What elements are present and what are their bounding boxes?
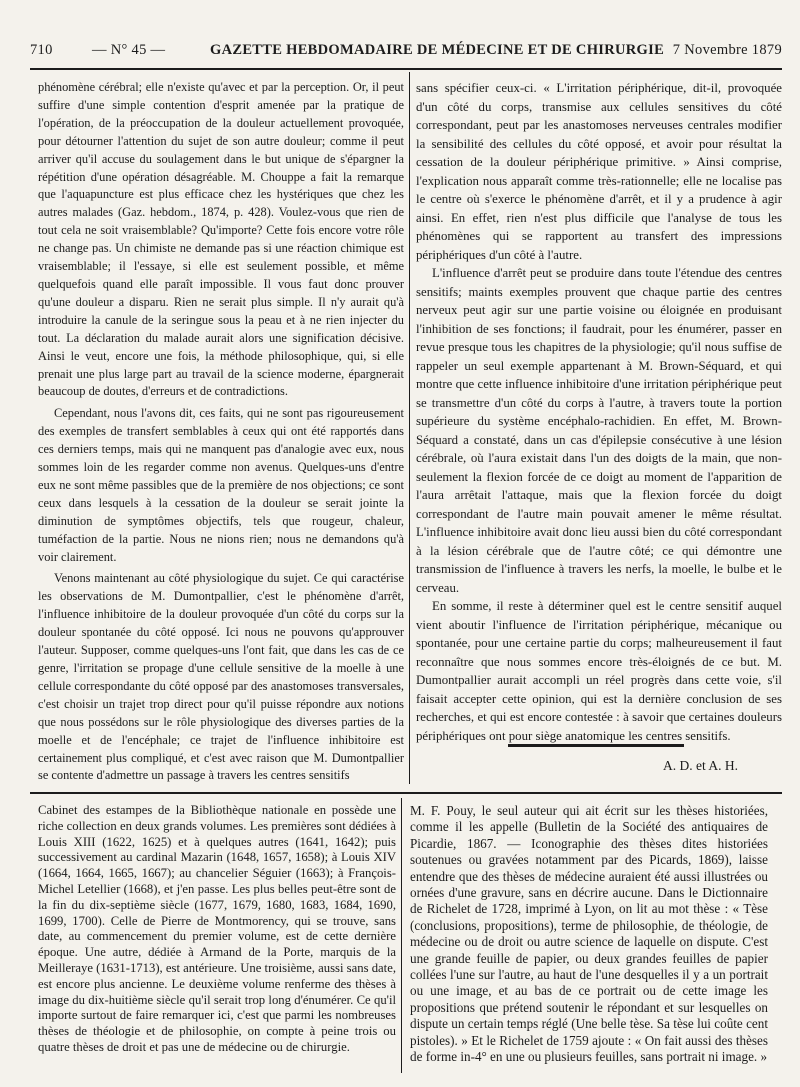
feuilleton-paragraph: Cabinet des estampes de la Bibliothèque nationale en possède une riche collection en deux grands volumes. Les premières sont dédiées à Louis XIII (1622, 1625) et à quelques autres (1641, 1642); puis successivement au cardinal Mazarin (1648, 1657, 1658); à Louis XIV (1664, 1664, 1665, 1667); au chancelier Séguier (1663); à François-Michel Letellier (1668), et j'en passe. Les plus belles peut-être sont de la fin du dix-septième siècle (1677, 1679, 1680, 1683, 1684, 1690, 1699, 1700). Celle de Pierre de Montmorency, qui se trouve, sans date, au commencement du premier volume, est de cette dernière époque. Une autre, dédiée à Armand de la Porte, marquis de la Meilleraye (1631-1713), est antérieure. Une troisième, aussi sans date, est encore plus ancienne. Le deuxième volume renferme des thèses à image du dix-huitième siècle qu'il serait trop long d'énumérer. Ce qu'il importe surtout de faire remarquer ici, c'est que parmi les nombreuses thèses de théologie et de philosophie, on compte à peine trois ou quatre thèses de droit et pas une de médecine ou de chirurgie. bbox=[38, 803, 396, 1054]
column-divider-bottom bbox=[401, 798, 402, 1073]
article-left-column bbox=[38, 79, 404, 785]
feuilleton-left-column bbox=[38, 803, 396, 1071]
article-paragraph: sans spécifier ceux-ci. « L'irritation périphérique, dit-il, provoquée d'un côté du corps, transmise aux cellules sensitives du côté correspondant, peut par les anastomoses nerveuses centrales modifier la sensibilité des cellules du côté opposé, et avoir pour résultat la cessation de la douleur périphérique primitive. » Ainsi comprise, l'explication nous apparaît comme très-rationnelle; elle ne localise pas le centre où s'exerce le phénomène d'arrêt, et il y a prudence à agir ainsi. En effet, rien n'est plus difficile que l'analyse de tous les phénomènes qui se rapportent au transfert des impressions périphériques d'un côté à l'autre. bbox=[416, 81, 782, 262]
feuilleton-paragraph: M. F. Pouy, le seul auteur qui ait écrit sur les thèses historiées, comme il les appelle (Bulletin de la Société des antiquaires de Picardie, 1867. — Iconographie des thèses dites historiées soutenues ou gravées notamment par des Picards, 1869), laisse entendre que des thèses de médecine auraient été aussi illustrées ou ornées d'une gravure, sans en décrire aucune. Dans le Dictionnaire de Richelet de 1728, imprimé à Lyon, on lit au mot thèse : « Tèse (conclusions, propositions), terme de philosophie, de théologie, de médecine ou de droit ou autre science de laquelle on dispute. C'est une grande feuille de papier, ou deux grandes feuilles de papier collées l'une sur l'autre, au haut de l'une desquelles il y a un portrait ou une image, et au bas de ce portrait ou de cette image les propositions que prétend soutenir le répondant et sur lesquelles on dispute un certain temps réglé (Une belle tèse. Sa tèse lui coûte cent pistoles). » Et le Richelet de 1759 ajoute : « On fait aussi des thèses de forme in-4° en une ou plusieurs feuilles, sans portrait ni image. » bbox=[410, 803, 768, 1065]
header-rule bbox=[30, 68, 782, 70]
issue-date: 7 Novembre 1879 bbox=[672, 42, 782, 58]
issue-number: — N° 45 — bbox=[92, 42, 166, 58]
article-paragraph: phénomène cérébral; elle n'existe qu'avec et par la perception. Or, il peut suffire d'une simple contention d'esprit amenée par la pratique de l'opération, de la préoccupation de la douleur actuellement provoquée, pour détourner l'attention du sujet de son autre douleur; comme il peut arriver qu'il accuse du soulagement dans le but unique de s'épargner la répétition d'une opération désagréable. M. Chouppe a fait la remarque que l'aquapuncture est plus efficace chez les hystériques que chez les autres malades (Gaz. hebdom., 1874, p. 428). Voulez-vous que rien de tout cela ne soit vraisemblable? Qu'importe? Cette fois encore votre rôle ne change pas. Un chimiste ne demande pas si une réaction chimique est vraisemblable; il l'essaye, si elle est seulement possible, et même quelquefois quand elle paraît impossible. Il vous faut donc prouver qu'une douleur a disparu. Rien ne serait plus simple. Il n'y aurait qu'à introduire la canule de la seringue sous la peau et à ne rien injecter du tout. La déclaration du malade aurait alors une signification décisive. Ainsi le veut, encore une fois, la méthode philosophique, qui, si elle prenait une plus large part au travail de la science moderne, épargnerait beaucoup de doutes, d'erreurs et de contradictions. bbox=[38, 80, 404, 399]
article-paragraph: Venons maintenant au côté physiologique du sujet. Ce qui caractérise les observations de M. Dumontpallier, c'est le phénomène d'arrêt, l'influence inhibitoire de la douleur provoquée d'un côté du corps sur la douleur spontanée du côté opposé. Ici nous ne pouvons qu'approuver l'auteur. Supposer, comme quelques-uns l'ont fait, que dans les cas de ce genre, l'irritation se propage d'une cellule sensitive de la moelle à une cellule correspondante du côté opposé par des anastomoses transversales, c'est choisir un trajet trop direct pour qu'il puisse répondre aux notions que nous possédons sur le rôle physiologique des diverses parties de la moelle et de l'encéphale; ce trajet de l'influence inhibitoire est certainement plus compliqué, et c'est avec raison que M. Dumontpallier se contente d'admettre un passage à travers les centres sensitifs bbox=[38, 571, 404, 783]
article-paragraph: L'influence d'arrêt peut se produire dans toute l'étendue des centres sensitifs; maints exemples prouvent que chaque partie des centres nerveux peut agir sur une partie voisine ou éloignée en produisant l'inhibition de ses fonctions; il faudrait, pour les énumérer, passer en revue presque tous les chapitres de la physiologie; qu'il nous suffise de rappeler un seul exemple appartenant à M. Brown-Séquard, et qui montre que cette influence inhibitoire d'une irritation périphérique peut se transmettre d'un côté du corps à l'autre, à travers toute la portion supérieure du système encéphalo-rachidien. En effet, M. Brown-Séquard a constaté, dans un cas d'épilepsie consécutive à une lésion cérébrale, où l'aura existait dans l'un des doigts de la main, que non-seulement la flexion forcée de ce doigt au moment de l'apparition de l'aura arrêtait l'attaque, mais que la flexion forcée du doigt correspondant de l'autre main pouvait amener le même résultat. L'influence inhibitoire avait donc lieu aussi bien du côté correspondant à la lésion cérébrale que de l'autre côté; ce qui démontre une transmission de l'influence à travers les nerfs, la moelle, le bulbe et le cerveau. bbox=[416, 266, 782, 595]
feuilleton-separator bbox=[30, 792, 782, 794]
article-right-column bbox=[416, 79, 782, 785]
feuilleton-right-column bbox=[410, 803, 768, 1071]
column-divider-top bbox=[409, 72, 410, 784]
page-number: 710 bbox=[30, 42, 53, 58]
end-of-article-rule bbox=[508, 744, 684, 747]
article-paragraph: En somme, il reste à déterminer quel est le centre sensitif auquel vient aboutir l'influence de l'irritation périphérique, mécanique ou spontanée, pour une certaine partie du corps; malheureusement il faut reconnaître que nous sommes encore très-éloignés de ce but. M. Dumontpallier aurait accompli un réel progrès dans cette voie, s'il faisait accepter cette opinion, qui est la dernière conclusion de ses recherches, et qui est encore contestée : à savoir que certaines douleurs périphériques ont pour siège anatomique les centres sensitifs. bbox=[416, 599, 782, 743]
article-paragraph: Cependant, nous l'avons dit, ces faits, qui ne sont pas rigoureusement des exemples de transfert semblables à ceux qui ont été rapportés dans ces derniers temps, mais qui ne manquent pas d'analogie avec eux, nous sommes loin de les regarder comme non avenus. Quelques-uns d'entre eux ne sont même passibles que de la première de nos objections; ce sont ceux dans lesquels à la cessation de la douleur se serait jointe la diminution de symptômes objectifs, tels que rougeur, chaleur, tuméfaction de la partie. Nous ne nions rien; nous ne demandons qu'à voir clairement. bbox=[38, 406, 404, 564]
page-header bbox=[30, 42, 782, 64]
article-signature: A. D. et A. H. bbox=[663, 758, 738, 773]
journal-title: GAZETTE HEBDOMADAIRE DE MÉDECINE ET DE CHIRURGIE bbox=[210, 42, 665, 58]
